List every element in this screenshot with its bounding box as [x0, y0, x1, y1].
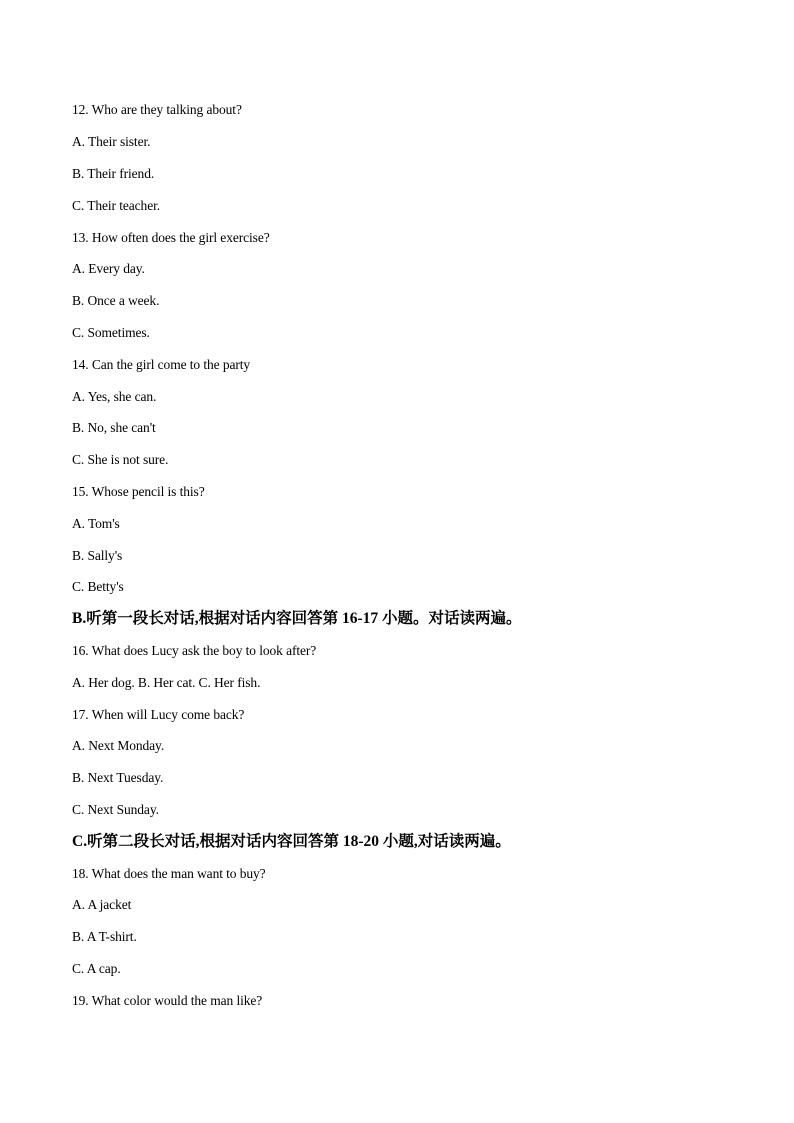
option-14b: B. No, she can't — [72, 420, 156, 435]
option-14c: C. She is not sure. — [72, 452, 169, 467]
option-18c: C. A cap. — [72, 961, 121, 976]
question-17: 17. When will Lucy come back? — [72, 707, 245, 722]
option-12b: B. Their friend. — [72, 166, 155, 181]
option-12c: C. Their teacher. — [72, 198, 161, 213]
option-15c: C. Betty's — [72, 579, 124, 594]
option-14a: A. Yes, she can. — [72, 389, 157, 404]
option-16-all: A. Her dog. B. Her cat. C. Her fish. — [72, 675, 261, 690]
option-12a: A. Their sister. — [72, 134, 151, 149]
section-heading-b: B.听第一段长对话,根据对话内容回答第 16-17 小题。对话读两遍。 — [72, 610, 522, 627]
section-heading-c: C.听第二段长对话,根据对话内容回答第 18-20 小题,对话读两遍。 — [72, 833, 511, 850]
option-18a: A. A jacket — [72, 897, 132, 912]
option-17a: A. Next Monday. — [72, 738, 165, 753]
question-15: 15. Whose pencil is this? — [72, 484, 205, 499]
option-15b: B. Sally's — [72, 548, 123, 563]
option-17c: C. Next Sunday. — [72, 802, 159, 817]
question-19: 19. What color would the man like? — [72, 993, 263, 1008]
option-13c: C. Sometimes. — [72, 325, 150, 340]
option-17b: B. Next Tuesday. — [72, 770, 164, 785]
question-18: 18. What does the man want to buy? — [72, 866, 266, 881]
option-13a: A. Every day. — [72, 261, 145, 276]
question-13: 13. How often does the girl exercise? — [72, 230, 270, 245]
question-14: 14. Can the girl come to the party — [72, 357, 251, 372]
option-18b: B. A T-shirt. — [72, 929, 137, 944]
option-13b: B. Once a week. — [72, 293, 160, 308]
question-16: 16. What does Lucy ask the boy to look after? — [72, 643, 317, 658]
question-12: 12. Who are they talking about? — [72, 102, 242, 117]
option-15a: A. Tom's — [72, 516, 120, 531]
